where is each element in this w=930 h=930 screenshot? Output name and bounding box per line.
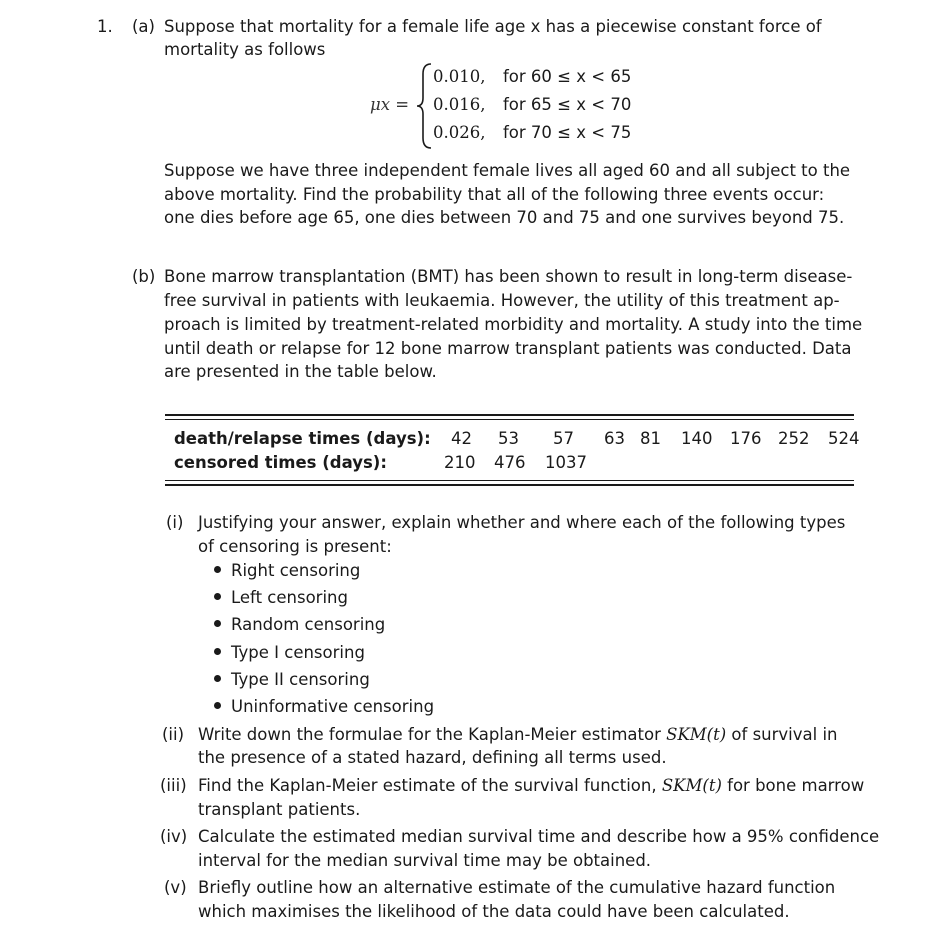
bullet-icon	[214, 702, 221, 709]
case-1-condition: for 60 ≤ x < 65	[503, 67, 632, 86]
part-b-paragraph-line-4: until death or relapse for 12 bone marrow transplant patients was conducted. Data	[164, 339, 852, 358]
bullet-item	[214, 696, 434, 718]
table-cell: 524	[828, 429, 860, 448]
sub-v-line-1: Briefly outline how an alternative estimate of the cumulative hazard function	[198, 878, 836, 897]
sub-v-label: (v)	[164, 878, 187, 897]
table-bottom-rule-thin	[165, 480, 854, 481]
sub-iii-line-1	[198, 775, 864, 797]
bullet-item	[214, 669, 370, 691]
bullet-icon	[214, 620, 221, 627]
bullet-icon	[214, 566, 221, 573]
case-1-value: 0.010,	[433, 67, 486, 86]
sub-iii-text-post: for bone marrow	[727, 776, 865, 795]
sub-v-line-2: which maximises the likelihood of the data could have been calculated.	[198, 902, 790, 921]
question-number: 1.	[97, 17, 113, 36]
bullet-icon	[214, 675, 221, 682]
sub-iii-label: (iii)	[160, 776, 187, 795]
sub-ii-text-post: of survival in	[731, 725, 838, 744]
sub-ii-text-pre: Write down the formulae for the Kaplan-Meier estimator	[198, 725, 661, 744]
part-a-paragraph-line-1: Suppose we have three independent female lives all aged 60 and all subject to the	[164, 161, 851, 180]
table-cell: 57	[553, 429, 574, 448]
table-cell: 210	[444, 453, 476, 472]
case-2-condition: for 65 ≤ x < 70	[503, 95, 632, 114]
sub-i-line-1: Justifying your answer, explain whether and where each of the following types	[198, 513, 846, 532]
part-b-paragraph-line-2: free survival in patients with leukaemia. However, the utility of this treatment ap-	[164, 291, 840, 310]
bullet-text: Right censoring	[231, 561, 361, 580]
bullet-text: Uninformative censoring	[231, 697, 435, 716]
part-b-paragraph-line-5: are presented in the table below.	[164, 362, 437, 381]
sub-iv-line-1: Calculate the estimated median survival time and describe how a 95% confidence	[198, 827, 880, 846]
sub-ii-label: (ii)	[162, 725, 185, 744]
skm-math: SKM(t)	[666, 725, 727, 744]
table-top-rule-thin	[165, 419, 854, 420]
table-cell: 1037	[545, 453, 587, 472]
table-cell: 140	[681, 429, 713, 448]
mu-x-symbol: μx =	[370, 95, 410, 114]
bullet-text: Type II censoring	[231, 670, 370, 689]
case-3-value: 0.026,	[433, 123, 486, 142]
bullet-text: Left censoring	[231, 588, 348, 607]
case-2-value: 0.016,	[433, 95, 486, 114]
row-censored-header: censored times (days):	[174, 453, 387, 472]
bullet-item	[214, 560, 360, 582]
table-top-rule	[165, 414, 854, 416]
table-bottom-rule	[165, 484, 854, 486]
sub-iv-line-2: interval for the median survival time may be obtained.	[198, 851, 652, 870]
part-a-paragraph-line-3: one dies before age 65, one dies between 70 and 75 and one survives beyond 75.	[164, 208, 845, 227]
sub-iii-text-pre: Find the Kaplan-Meier estimate of the survival function,	[198, 776, 657, 795]
bullet-item	[214, 642, 365, 664]
bullet-icon	[214, 593, 221, 600]
table-cell: 476	[494, 453, 526, 472]
part-b-paragraph-line-1: Bone marrow transplantation (BMT) has been shown to result in long-term disease-	[164, 267, 853, 286]
sub-iv-label: (iv)	[160, 827, 188, 846]
table-cell: 53	[498, 429, 519, 448]
table-cell: 176	[730, 429, 762, 448]
case-3-condition: for 70 ≤ x < 75	[503, 123, 632, 142]
sub-ii-line-1	[198, 724, 838, 746]
row-death-relapse-header: death/relapse times (days):	[174, 429, 431, 448]
sub-iii-line-2: transplant patients.	[198, 800, 361, 819]
part-a-intro-line-1: Suppose that mortality for a female life age x has a piecewise constant force of	[164, 17, 822, 36]
skm-math: SKM(t)	[661, 776, 722, 795]
part-a-paragraph-line-2: above mortality. Find the probability that all of the following three events occur:	[164, 185, 825, 204]
part-b-label: (b)	[132, 267, 156, 286]
bullet-item	[214, 587, 348, 609]
bullet-icon	[214, 648, 221, 655]
bullet-text: Random censoring	[231, 615, 386, 634]
sub-ii-line-2: the presence of a stated hazard, defining all terms used.	[198, 748, 667, 767]
bullet-text: Type I censoring	[231, 643, 365, 662]
part-a-label: (a)	[132, 17, 155, 36]
table-cell: 42	[451, 429, 472, 448]
left-brace-icon	[414, 62, 434, 150]
table-cell: 63	[604, 429, 625, 448]
part-b-paragraph-line-3: proach is limited by treatment-related morbidity and mortality. A study into the time	[164, 315, 863, 334]
bullet-item	[214, 614, 385, 636]
table-cell-clipped	[828, 428, 860, 450]
part-a-intro-line-2: mortality as follows	[164, 40, 326, 59]
sub-i-line-2: of censoring is present:	[198, 537, 392, 556]
table-cell: 81	[640, 429, 661, 448]
sub-i-label: (i)	[166, 513, 184, 532]
table-cell: 252	[778, 429, 810, 448]
